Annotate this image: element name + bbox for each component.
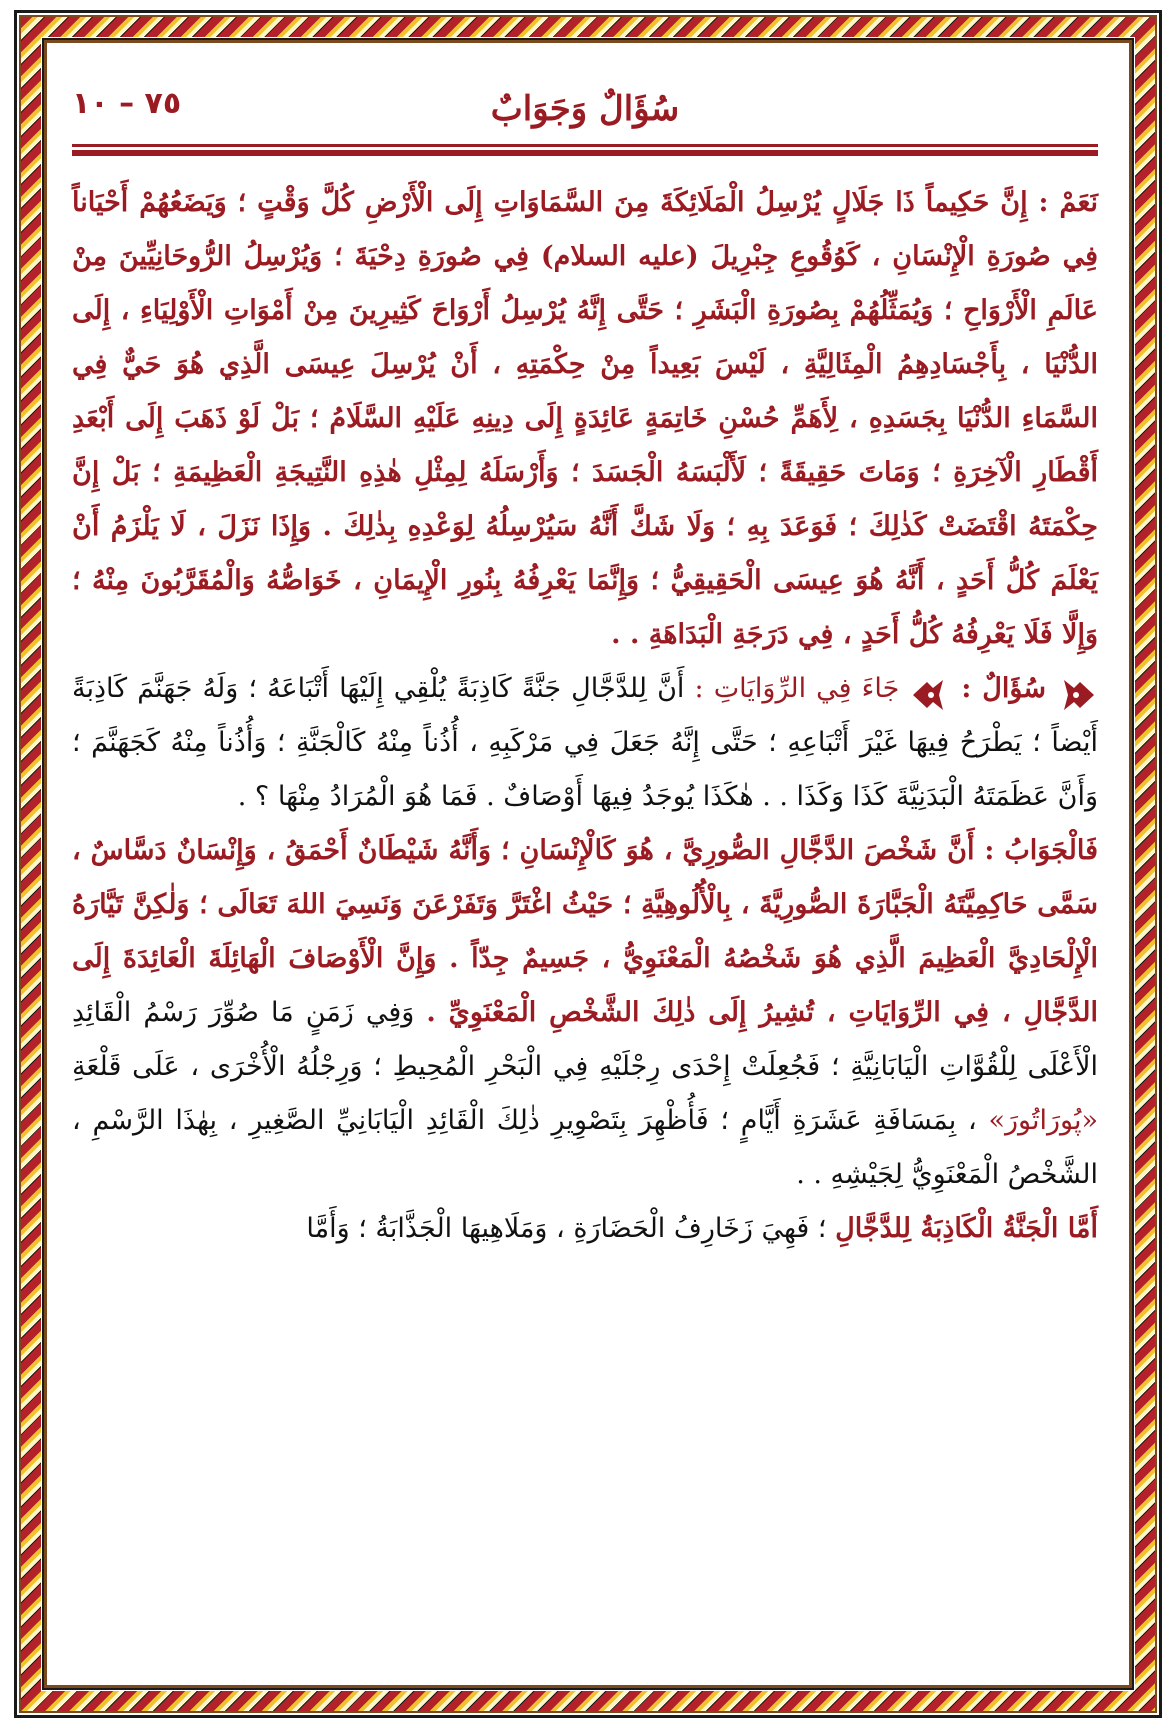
header-rule-thin (72, 144, 1098, 147)
place-name: «پُورَاتُورَ» (988, 1105, 1098, 1136)
answer-text-red: فَالْجَوَابُ : أَنَّ شَخْصَ الدَّجَّالِ الصُّورِيَّ ، هُوَ كَالْإِنْسَانِ ؛ وَأَنَّهُ شَيْطَانٌ أَحْمَقُ ، وَإِنْسَانٌ دَسَّاسٌ ، سَمَّى حَاكِمِيَّتَهُ الْجَبَّارَةَ الصُّورِيَّةَ ، بِالْأُلُوهِيَّةِ ؛ حَيْثُ اغْتَرَّ وَتَفَرْعَنَ وَنَسِيَ اللهَ تَعَالَى ؛ وَلٰكِنَّ تَيَّارَهُ الْإِلْحَادِيَّ الْعَظِيمَ الَّذِي هُوَ شَخْصُهُ الْمَعْنَوِيُّ ، جَسِيمٌ جِدّاً . وَإِنَّ الْأَوْصَافَ الْهَائِلَةَ الْعَائِدَةَ إِلَى الدَّجَّالِ ، فِي الرِّوَايَاتِ ، تُشِيرُ إِلَى ذٰلِكَ الشَّخْصِ الْمَعْنَوِيِّ . (72, 835, 1098, 1028)
question-text: أَنَّ لِلدَّجَّالِ جَنَّةً كَاذِبَةً يُلْقِي إِلَيْهَا أَتْبَاعَهُ ؛ وَلَهُ جَهَنَّمَ كَاذِبَةً أَيْضاً ؛ يَطْرَحُ فِيهَا غَيْرَ أَتْبَاعِهِ ؛ حَتَّى إِنَّهُ جَعَلَ فِي مَرْكَبِهِ ، أُذُناً مِنْهُ كَالْجَنَّةِ ؛ وَأُذُناً مِنْهُ كَجَهَنَّمَ ؛ وَأَنَّ عَظَمَتَهُ الْبَدَنِيَّةَ كَذَا وَكَذَا . . هٰكَذَا يُوجَدُ فِيهَا أَوْصَافٌ . فَمَا هُوَ الْمُرَادُ مِنْهَا ؟ . (72, 673, 1098, 812)
ornament-left-icon (913, 675, 957, 705)
false-paradise-heading: أَمَّا الْجَنَّةُ الْكَاذِبَةُ لِلدَّجَّالِ (835, 1213, 1098, 1244)
page-header (60, 80, 1110, 138)
body-text (60, 176, 1110, 1264)
bottom-spacer (72, 1256, 1098, 1264)
book-page (60, 80, 1110, 1670)
question-label: سُؤَالٌ : (961, 673, 1046, 704)
page-number: ٧٥ – ١٠ (72, 86, 182, 121)
paragraph-answer (72, 824, 1098, 1202)
paragraph-false-paradise (72, 1202, 1098, 1256)
paragraph-answer-intro: نَعَمْ : إِنَّ حَكِيماً ذَا جَلَالٍ يُرْسِلُ الْمَلَائِكَةَ مِنَ السَّمَاوَاتِ إِلَى الْأَرْضِ كُلَّ وَقْتٍ ؛ وَيَضَعُهُمْ أَحْيَاناً فِي صُورَةِ الْإِنْسَانِ ، كَوُقُوعِ جِبْرِيلَ (عليه السلام) فِي صُورَةِ دِحْيَةَ ؛ وَيُرْسِلُ الرُّوحَانِيِّينَ مِنْ عَالَمِ الْأَرْوَاحِ ؛ وَيُمَثِّلُهُمْ بِصُورَةِ الْبَشَرِ ؛ حَتَّى إِنَّهُ يُرْسِلُ أَرْوَاحَ كَثِيرِينَ مِنْ أَمْوَاتِ الْأَوْلِيَاءِ ، إِلَى الدُّنْيَا ، بِأَجْسَادِهِمُ الْمِثَالِيَّةِ ، لَيْسَ بَعِيداً مِنْ حِكْمَتِهِ ، أَنْ يُرْسِلَ عِيسَى الَّذِي هُوَ حَيٌّ فِي السَّمَاءِ الدُّنْيَا بِجَسَدِهِ ، لِأَهَمِّ حُسْنِ خَاتِمَةٍ عَائِدَةٍ إِلَى دِينِهِ عَلَيْهِ السَّلَامُ ؛ بَلْ لَوْ ذَهَبَ إِلَى أَبْعَدِ أَقْطَارِ الْآخِرَةِ ؛ وَمَاتَ حَقِيقَةً ؛ لَأَلْبَسَهُ الْجَسَدَ ؛ وَأَرْسَلَهُ لِمِثْلِ هٰذِهِ النَّتِيجَةِ الْعَظِيمَةِ ؛ بَلْ إِنَّ حِكْمَتَهُ اقْتَضَتْ كَذٰلِكَ ؛ فَوَعَدَ بِهِ ؛ وَلَا شَكَّ أَنَّهُ سَيُرْسِلُهُ لِوَعْدِهِ بِذٰلِكَ . وَإِذَا نَزَلَ ، لَا يَلْزَمُ أَنْ يَعْلَمَ كُلُّ أَحَدٍ ، أَنَّهُ هُوَ عِيسَى الْحَقِيقِيُّ ؛ وَإِنَّمَا يَعْرِفُهُ بِنُورِ الْإِيمَانِ ، خَوَاصُّهُ وَالْمُقَرَّبُونَ مِنْهُ ؛ وَإِلَّا فَلَا يَعْرِفُهُ كُلُّ أَحَدٍ ، فِي دَرَجَةِ الْبَدَاهَةِ . . (72, 187, 1099, 650)
running-title: سُؤَالٌ وَجَوَابٌ (490, 89, 680, 129)
header-rule-thick (72, 150, 1098, 156)
false-paradise-text: ؛ فَهِيَ زَخَارِفُ الْحَضَارَةِ ، وَمَلَاهِيهَا الْجَذَّابَةُ ؛ وَأَمَّا (306, 1213, 827, 1244)
answer-text-black-2: ، بِمَسَافَةِ عَشَرَةِ أَيَّامٍ ؛ فَأُظْهِرَ بِتَصْوِيرِ ذٰلِكَ الْقَائِدِ الْيَابَانِيِّ الصَّغِيرِ ، بِهٰذَا الرَّسْمِ ، الشَّخْصُ الْمَعْنَوِيُّ لِجَيْشِهِ . . (72, 1105, 1098, 1190)
paragraph-question (72, 662, 1098, 824)
question-lead: جَاءَ فِي الرِّوَايَاتِ : (694, 673, 900, 704)
ornament-right-icon (1050, 675, 1094, 705)
answer-text-black-1: وَفِي زَمَنٍ مَا صُوِّرَ رَسْمُ الْقَائِدِ الْأَعْلَى لِلْقُوَّاتِ الْيَابَانِيَّةِ ؛ فَجُعِلَتْ إِحْدَى رِجْلَيْهِ فِي الْبَحْرِ الْمُحِيطِ ؛ وَرِجْلُهُ الْأُخْرَى ، عَلَى قَلْعَةِ (72, 997, 1098, 1082)
